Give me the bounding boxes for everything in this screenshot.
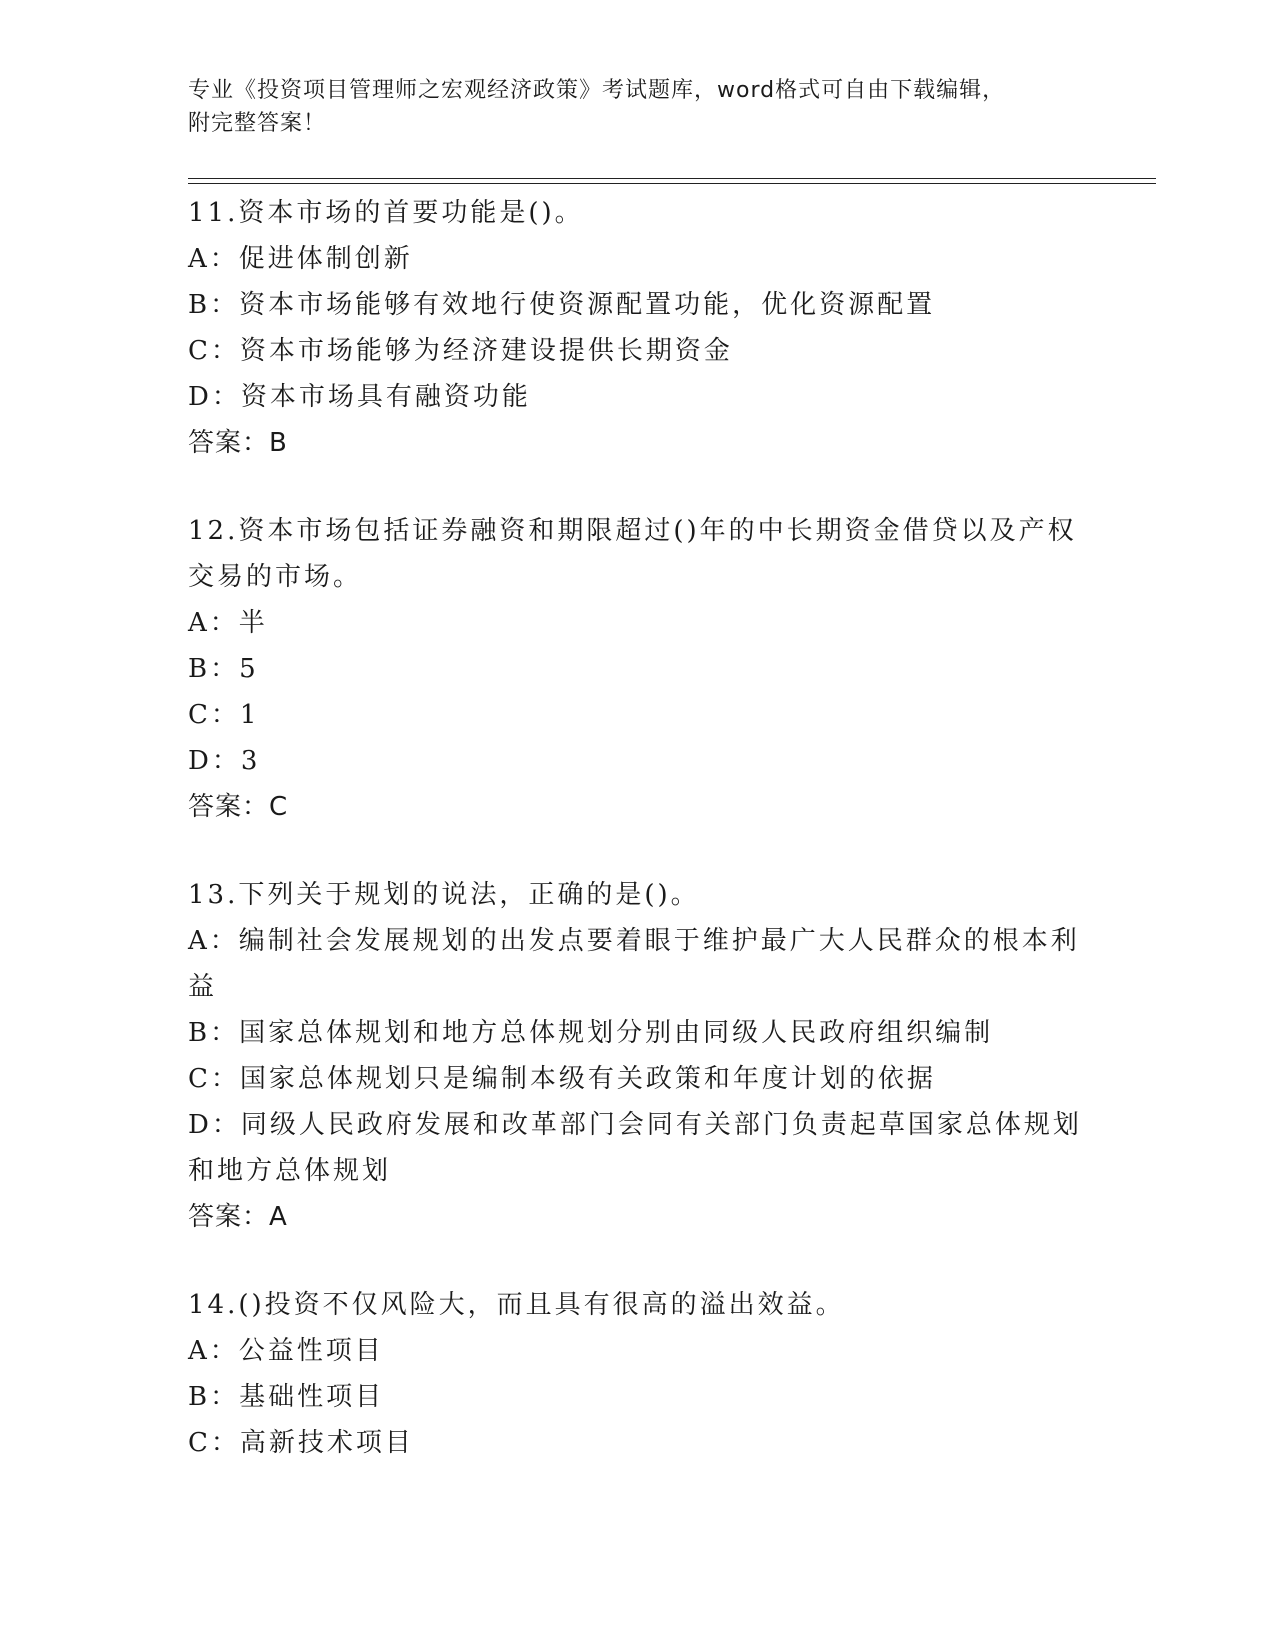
question-14 <box>188 1282 1088 1466</box>
answer-line: 答案：C <box>188 792 289 822</box>
question-list <box>188 190 1088 1508</box>
option-d: D：资本市场具有融资功能 <box>188 382 531 412</box>
question-stem: 14.()投资不仅风险大，而且具有很高的溢出效益。 <box>188 1290 845 1320</box>
option-c: C：国家总体规划只是编制本级有关政策和年度计划的依据 <box>188 1064 936 1094</box>
document-header <box>188 74 1068 140</box>
question-13 <box>188 872 1088 1240</box>
option-d-continued: 和地方总体规划 <box>188 1156 392 1186</box>
option-b: B：资本市场能够有效地行使资源配置功能，优化资源配置 <box>188 290 936 320</box>
answer-line: 答案：A <box>188 1202 288 1232</box>
question-stem-continued: 交易的市场。 <box>188 562 363 592</box>
option-b: B：国家总体规划和地方总体规划分别由同级人民政府组织编制 <box>188 1018 994 1048</box>
header-line-1: 专业《投资项目管理师之宏观经济政策》考试题库，word格式可自由下载编辑， <box>188 78 1006 103</box>
option-a: A：半 <box>188 608 268 638</box>
question-stem: 12.资本市场包括证券融资和期限超过()年的中长期资金借贷以及产权 <box>188 516 1077 546</box>
option-b: B：基础性项目 <box>188 1382 385 1412</box>
option-a: A：公益性项目 <box>188 1336 384 1366</box>
option-a: A：促进体制创新 <box>188 244 413 274</box>
option-c: C：高新技术项目 <box>188 1428 414 1458</box>
question-12 <box>188 508 1088 830</box>
option-a-continued: 益 <box>188 972 218 1002</box>
option-a: A：编制社会发展规划的出发点要着眼于维护最广大人民群众的根本利 <box>188 926 1080 956</box>
option-c: C：资本市场能够为经济建设提供长期资金 <box>188 336 733 366</box>
answer-line: 答案：B <box>188 428 288 458</box>
option-d: D：同级人民政府发展和改革部门会同有关部门负责起草国家总体规划 <box>188 1110 1082 1140</box>
header-rule-bottom <box>188 183 1156 184</box>
question-stem: 13.下列关于规划的说法，正确的是()。 <box>188 880 700 910</box>
option-b: B：5 <box>188 654 259 684</box>
option-c: C：1 <box>188 700 260 730</box>
question-stem: 11.资本市场的首要功能是()。 <box>188 198 584 228</box>
question-11 <box>188 190 1088 466</box>
header-rule-top <box>188 178 1156 179</box>
option-d: D：3 <box>188 746 261 776</box>
header-line-2: 附完整答案！ <box>188 111 327 136</box>
